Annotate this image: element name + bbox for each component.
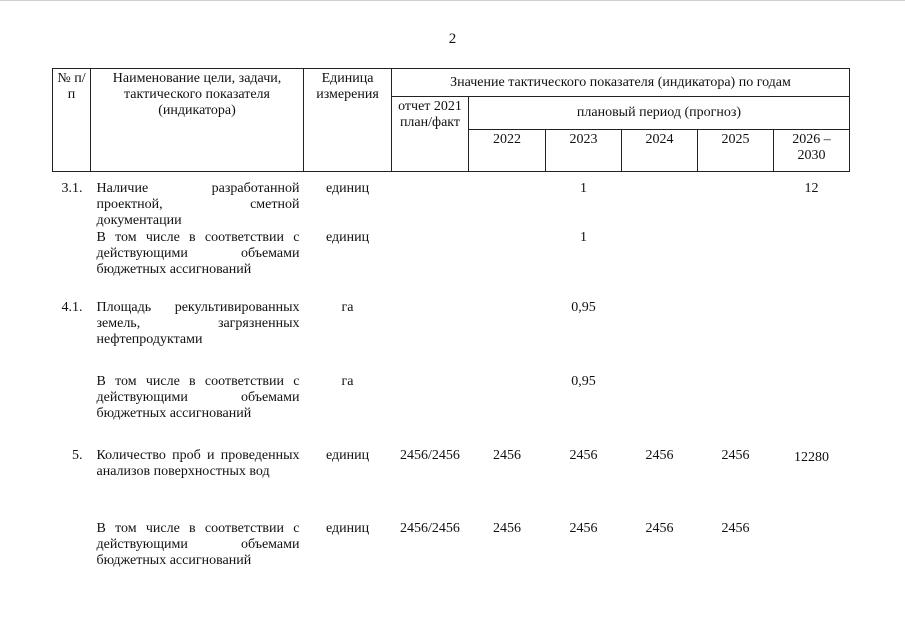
row-value-2025 [698,172,774,230]
row-value-2025: 2456 [721,520,750,536]
row-value-2023: 1 [580,181,587,196]
header-year-2026-2030: 2026 – 2030 [774,130,850,172]
row-unit: единиц [325,520,370,536]
header-values-by-year: Значение тактического показателя (индикатора) по годам [392,69,850,97]
indicator-table-container [52,68,850,573]
table-body [53,172,850,573]
indicator-table [52,68,850,573]
table-header [53,69,850,172]
row-value-2025 [698,374,774,448]
header-year-2023: 2023 [546,130,622,172]
row-number [53,374,91,448]
row-number [53,521,91,573]
table-row [53,172,850,230]
page-top-edge [0,0,905,1]
row-value-2026-2030 [774,300,850,374]
row-value-2026-2030 [774,230,850,300]
row-value-2025 [698,300,774,374]
row-value-2023: 1 [580,229,587,245]
header-number: № п/п [53,69,91,172]
row-report-2021: 2456/2456 [400,447,460,463]
row-value-2026-2030: 12280 [794,449,829,465]
row-unit: га [341,373,354,389]
row-value-2025: 2456 [721,447,750,463]
row-value-2026-2030 [774,521,850,573]
row-value-2022: 2456 [493,447,521,463]
row-value-2022: 2456 [493,520,521,536]
row-report-2021 [392,172,469,230]
row-value-2026-2030: 12 [804,181,819,196]
table-row [53,374,850,448]
header-year-2022: 2022 [469,130,546,172]
row-indicator-name: В том числе в соответствии с действующими объемами бюджетных ассигнований [96,373,300,421]
row-value-2024 [622,230,698,300]
row-value-2023: 2456 [569,520,598,536]
table-row [53,230,850,300]
row-value-2022 [469,300,546,374]
row-unit: единиц [325,181,370,196]
row-number: 4.1. [61,299,83,315]
row-report-2021 [392,374,469,448]
row-number: 3.1. [61,181,83,196]
header-name: Наименование цели, задачи, тактического показателя (индикатора) [91,69,304,172]
row-value-2026-2030 [774,374,850,448]
header-unit: Единица измерения [304,69,392,172]
row-number: 5. [72,447,83,463]
table-row [53,448,850,521]
row-indicator-name: В том числе в соответствии с действующими объемами бюджетных ассигнований [96,229,300,277]
row-report-2021: 2456/2456 [400,520,460,536]
row-value-2024: 2456 [645,520,674,536]
header-report-2021: отчет 2021 план/факт [392,97,469,172]
table-row [53,521,850,573]
header-year-2024: 2024 [622,130,698,172]
page-number: 2 [448,31,457,47]
row-indicator-name: Количество проб и проведенных анализов поверхностных вод [96,447,300,479]
row-unit: единиц [325,229,370,245]
row-value-2023: 0,95 [571,373,596,389]
row-value-2025 [698,230,774,300]
row-value-2024 [622,374,698,448]
row-value-2022 [469,230,546,300]
row-unit: единиц [325,447,370,463]
table-row [53,300,850,374]
row-indicator-name: В том числе в соответствии с действующими объемами бюджетных ассигнований [96,520,300,568]
row-unit: га [341,299,354,315]
row-value-2024 [622,300,698,374]
header-plan-period: плановый период (прогноз) [469,97,850,130]
header-year-2025: 2025 [698,130,774,172]
row-number [53,230,91,300]
row-report-2021 [392,300,469,374]
row-value-2022 [469,374,546,448]
row-indicator-name: Площадь рекультивированных земель, загрязненных нефтепродуктами [96,299,300,347]
row-value-2022 [469,172,546,230]
row-report-2021 [392,230,469,300]
row-value-2023: 2456 [569,447,598,463]
row-value-2023: 0,95 [571,299,596,315]
row-value-2024 [622,172,698,230]
row-value-2024: 2456 [645,447,674,463]
row-indicator-name: Наличие разработанной проектной, сметной документации [96,181,300,228]
